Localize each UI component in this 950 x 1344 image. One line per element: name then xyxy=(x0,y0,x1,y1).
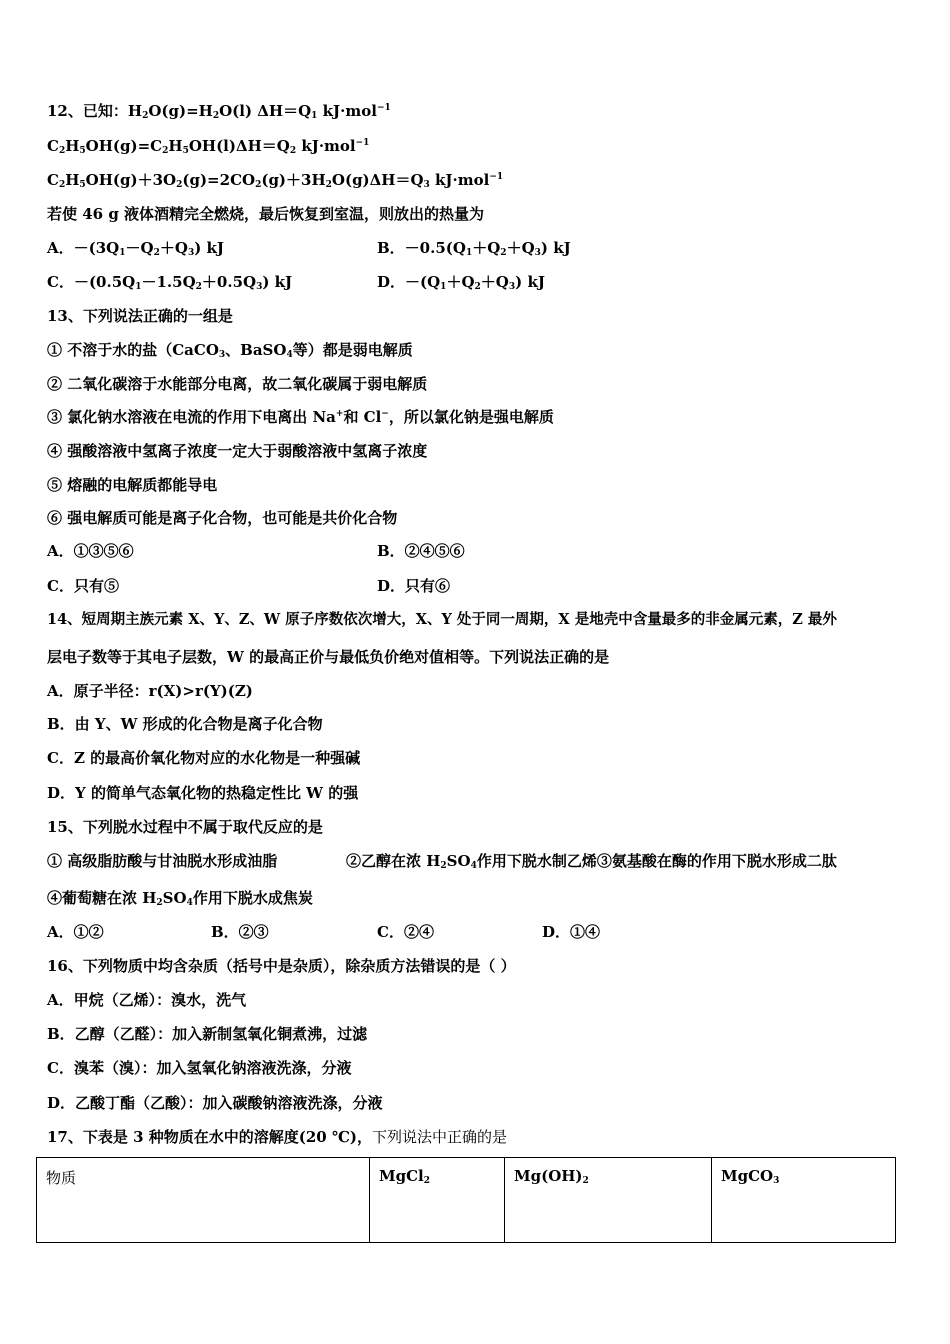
q12-eq1: $H_2O(g)=H_2O(l)$ $\Delta H=Q_1$ kJ·mol$^{-1}$ xyxy=(127,102,391,121)
q16-option-b: B．乙醇（乙醛）：加入新制氢氧化铜煮沸，过滤 xyxy=(47,1025,368,1043)
q13-statement-1: ① 不溶于水的盐（CaCO$_3$、BaSO$_4$等）都是弱电解质 xyxy=(47,341,413,360)
q15-stem: 15、下列脱水过程中不属于取代反应的是 xyxy=(47,818,323,836)
q13-stem: 13、下列说法正确的一组是 xyxy=(47,307,233,325)
table-header-substance: 物质 xyxy=(37,1158,370,1243)
table-header-mgco3: MgCO$_3$ xyxy=(712,1158,896,1243)
q14-option-b: B．由 Y、W 形成的化合物是离子化合物 xyxy=(47,715,323,733)
q13-option-c: C．只有⑤ xyxy=(47,577,119,595)
q16-option-d: D．乙酸丁酯（乙酸）：加入碳酸钠溶液洗涤，分液 xyxy=(47,1094,383,1112)
q16-stem: 16、下列物质中均含杂质（括号中是杂质），除杂质方法错误的是（ ） xyxy=(47,957,516,975)
q14-stem-line-1: 14、短周期主族元素 X、Y、Z、W 原子序数依次增大，X、Y 处于同一周期，X 是地壳中含量最多的非金属元素，Z 最外 xyxy=(47,611,837,628)
q13-statement-6: ⑥ 强电解质可能是离子化合物，也可能是共价化合物 xyxy=(47,509,398,527)
q12-option-d: D．$-(Q_1+Q_2+Q_3)$ kJ xyxy=(377,273,545,292)
q14-option-a: A．原子半径：r(X)>r(Y)(Z) xyxy=(47,682,253,700)
q17-stem-normal: 下列说法中正确的是 xyxy=(372,1128,508,1146)
q12-eq2: $C_2H_5OH(g)=C_2H_5OH(l)\Delta H=Q_2$ kJ·mol$^{-1}$ xyxy=(47,137,370,156)
q15-item-1: ① 高级脂肪酸与甘油脱水形成油脂 xyxy=(47,852,278,870)
q14-stem-line-2: 层电子数等于其电子层数，W 的最高正价与最低负价绝对值相等。下列说法正确的是 xyxy=(47,648,610,666)
q13-statement-3: ③ 氯化钠水溶液在电流的作用下电离出 Na+和 Cl−，所以氯化钠是强电解质 xyxy=(47,408,554,426)
q13-option-b: B．②④⑤⑥ xyxy=(377,542,465,560)
q14-option-c: C．Z 的最高价氧化物对应的水化物是一种强碱 xyxy=(47,749,361,767)
q12-prefix: 12、已知： xyxy=(47,102,128,120)
q12-option-c: C．$-(0.5Q_1-1.5Q_2+0.5Q_3)$ kJ xyxy=(47,273,293,292)
q12-option-b: B．$-0.5(Q_1+Q_2+Q_3)$ kJ xyxy=(377,239,571,258)
table-row xyxy=(37,1158,896,1243)
q13-statement-5: ⑤ 熔融的电解质都能导电 xyxy=(47,476,218,494)
q15-option-a: A．①② xyxy=(47,923,104,941)
q15-option-b: B．②③ xyxy=(211,923,269,941)
q13-statement-4: ④ 强酸溶液中氢离子浓度一定大于弱酸溶液中氢离子浓度 xyxy=(47,442,428,460)
q15-item-4: ④葡萄糖在浓 $H_2SO_4$作用下脱水成焦炭 xyxy=(47,889,313,908)
q13-option-d: D．只有⑥ xyxy=(377,577,451,595)
q15-option-c: C．②④ xyxy=(377,923,434,941)
q12-stem xyxy=(47,101,391,121)
solubility-table xyxy=(36,1157,896,1243)
table-header-mgcl2: MgCl$_2$ xyxy=(370,1158,505,1243)
table-header-mgoh2: $Mg(OH)_2$ xyxy=(505,1158,712,1243)
q17-stem-bold: 17、下表是 3 种物质在水中的溶解度(20 ℃)， xyxy=(47,1128,373,1146)
q12-eq3: $C_2H_5OH(g)+3O_2(g)=2CO_2(g)+3H_2O(g)\Delta H=Q_3$ kJ·mol$^{-1}$ xyxy=(47,171,504,190)
q16-option-c: C．溴苯（溴）：加入氢氧化钠溶液洗涤，分液 xyxy=(47,1059,352,1077)
q17-stem xyxy=(47,1127,507,1147)
q14-option-d: D．Y 的简单气态氧化物的热稳定性比 W 的强 xyxy=(47,784,359,802)
q13-option-a: A．①③⑤⑥ xyxy=(47,542,134,560)
q13-statement-2: ② 二氧化碳溶于水能部分电离，故二氧化碳属于弱电解质 xyxy=(47,375,428,393)
q15-option-d: D．①④ xyxy=(542,923,601,941)
q15-item-2-3: ②乙醇在浓 $H_2SO_4$作用下脱水制乙烯③氨基酸在酶的作用下脱水形成二肽 xyxy=(346,852,837,871)
q16-option-a: A．甲烷（乙烯）：溴水，洗气 xyxy=(47,991,247,1009)
q12-question: 若使 46 g 液体酒精完全燃烧，最后恢复到室温，则放出的热量为 xyxy=(47,205,485,223)
q12-option-a: A．$-(3Q_1-Q_2+Q_3)$ kJ xyxy=(47,239,225,258)
